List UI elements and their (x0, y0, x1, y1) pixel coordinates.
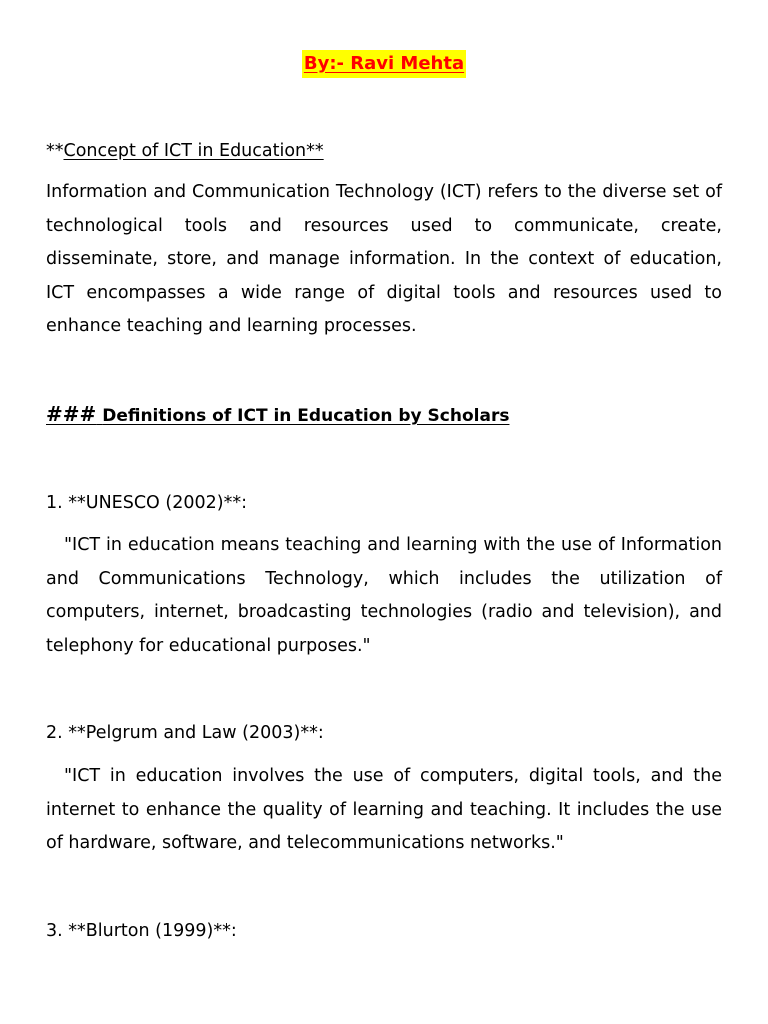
definition-1-heading: 1. **UNESCO (2002)**: (46, 493, 247, 513)
concept-heading-text: Concept of ICT in Education** (63, 141, 324, 161)
definition-1-quote: "ICT in education means teaching and learning with the use of Information and Communications Technology, which includes the utilization of computers, internet, broadcasting technologies (radio and television), and telephony for educational purposes." (46, 535, 722, 656)
author-name: By:- Ravi Mehta (302, 50, 466, 78)
concept-heading-prefix: ** (46, 141, 64, 161)
definition-2-quote: "ICT in education involves the use of computers, digital tools, and the internet to enhance the quality of learning and teaching. It includes the use of hardware, software, and telecommunications networks." (46, 766, 722, 853)
definition-2-heading: 2. **Pelgrum and Law (2003)**: (46, 723, 324, 743)
definitions-heading (46, 398, 722, 434)
concept-heading (46, 135, 722, 169)
author-line (0, 50, 768, 78)
concept-paragraph: Information and Communication Technology (ICT) refers to the diverse set of technological tools and resources used to communicate, create, disseminate, store, and manage information. In the context of education, ICT encompasses a wide range of digital tools and resources used to enhance teaching and learning processes. (46, 182, 722, 336)
definitions-heading-hashes: ### (46, 402, 97, 426)
definition-3-heading: 3. **Blurton (1999)**: (46, 921, 237, 941)
definitions-heading-text: Definitions of ICT in Education by Scholars (102, 406, 510, 426)
